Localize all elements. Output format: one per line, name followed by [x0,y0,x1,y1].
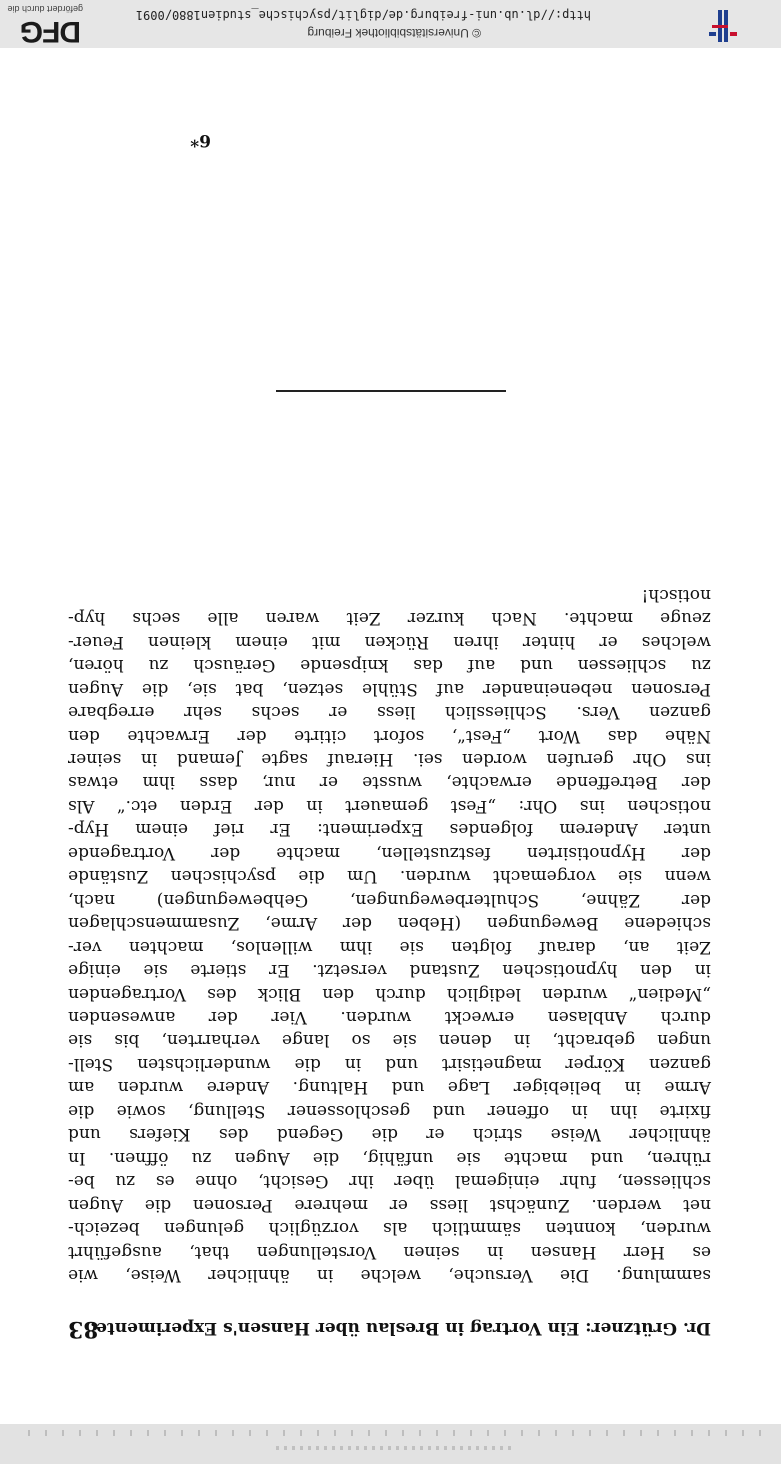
body-line: ins Ohr gerufen worden sei. Hierauf sagte Jemand in seiner [68,749,711,770]
dfg-caption: gefördert durch die [7,4,83,14]
source-url-link[interactable]: http://dl.ub.uni-freiburg.de/diglit/psychische_studien1880/0091 [135,8,591,22]
sheet-signature: 6* [190,130,211,150]
body-line: Personen nebeneinander auf Stühle setzen, bat sie, die Augen [68,678,711,699]
page-number: 83 [68,1316,99,1342]
article-body-text [68,582,711,1286]
running-head-title: Dr. Grützner: Ein Vortrag in Breslau über Hansen's Experimente. [90,1318,711,1338]
viewer-source-bar [0,0,781,48]
body-line: schliessen, fuhr einigemal über ihr Gesicht, ohne es zu be- [68,1171,711,1192]
body-line: zeuge machte. Nach kurzer Zeit waren alle sechs hyp- [68,608,711,629]
dfg-logo: DFG [20,15,81,48]
section-divider-rule [276,390,506,392]
body-line: Zeit an, darauf folgten sie ihm willenlos, machten ver- [68,936,711,957]
scan-edge-marks [21,1430,761,1436]
body-line: net werden. Zunächst liess er mehrere Personen die Augen [68,1194,711,1215]
body-line: der Hypnotisirten festzustellen, machte der Vortragende [68,842,711,863]
body-line: der Betreffende erwachte, wusste er nur, dass ihm etwas [68,772,711,793]
body-line: der Zähne, Schulterbewegungen, Gehbewegungen) nach, [68,889,711,910]
body-line: fixirte ihn in offener und geschlossener Stellung, sowie die [68,1100,711,1121]
body-line: rühren, und machte sie unfähig, die Augen zu öffnen. In [68,1147,711,1168]
body-line: notischen ins Ohr: „Fest gemauert in der Erden etc.“ Als [68,795,711,816]
body-line: notisch! [641,584,711,605]
body-line: welches er hinter ihren Rücken mit einem kleinen Feuer- [68,631,711,652]
body-line: Nähe das Wort „Fest“, sofort citirte der Erwachte den [68,725,711,746]
body-line: ganzen Vers. Schliesslich liess er sechs sehr erregbare [68,702,711,723]
body-line: wenn sie vorgemacht wurden. Um die psychischen Zustände [68,866,711,887]
bar-texture [271,1446,511,1450]
body-line: wurden, konnten sämmtlich als vorzüglich gelungen bezeich- [68,1218,711,1239]
body-line: schiedene Bewegungen (Heben der Arme, Zusammenschlagen [68,913,711,934]
body-line: durch Anblasen erweckt wurden. Vier der anwesenden [68,1007,711,1028]
body-line: Arme in beliebiger Lage und Haltung. Andere wurden am [68,1077,711,1098]
running-head [68,1314,711,1344]
body-line: in den hypnotischen Zustand versetzt. Er stierte sie einige [68,960,711,981]
body-line: sammlung. Die Versuche, welche in ähnlicher Weise, wie [68,1265,711,1285]
body-line: ähnlicher Weise strich er die Gegend des Kiefers und [68,1124,711,1145]
copyright-notice: © Universitätsbibliothek Freiburg [307,26,481,40]
body-line: „Medien“ wurden lediglich durch den Blick des Vortragenden [68,983,711,1004]
body-line: ganzen Körper magnetisirt und in die wunderlichsten Stell- [68,1053,711,1074]
body-line: unter Anderem folgendes Experiment: Er rief einem Hyp- [68,819,711,840]
body-line: zu schliessen und auf das knipsende Geräusch zu hören, [68,655,711,676]
body-line: es Herr Hansen in seinen Vorstellungen that, ausgeführt [68,1241,711,1262]
body-line: ungen gebracht, in denen sie so lange verharrten, bis sie [68,1030,711,1051]
university-logo-icon [707,10,737,42]
